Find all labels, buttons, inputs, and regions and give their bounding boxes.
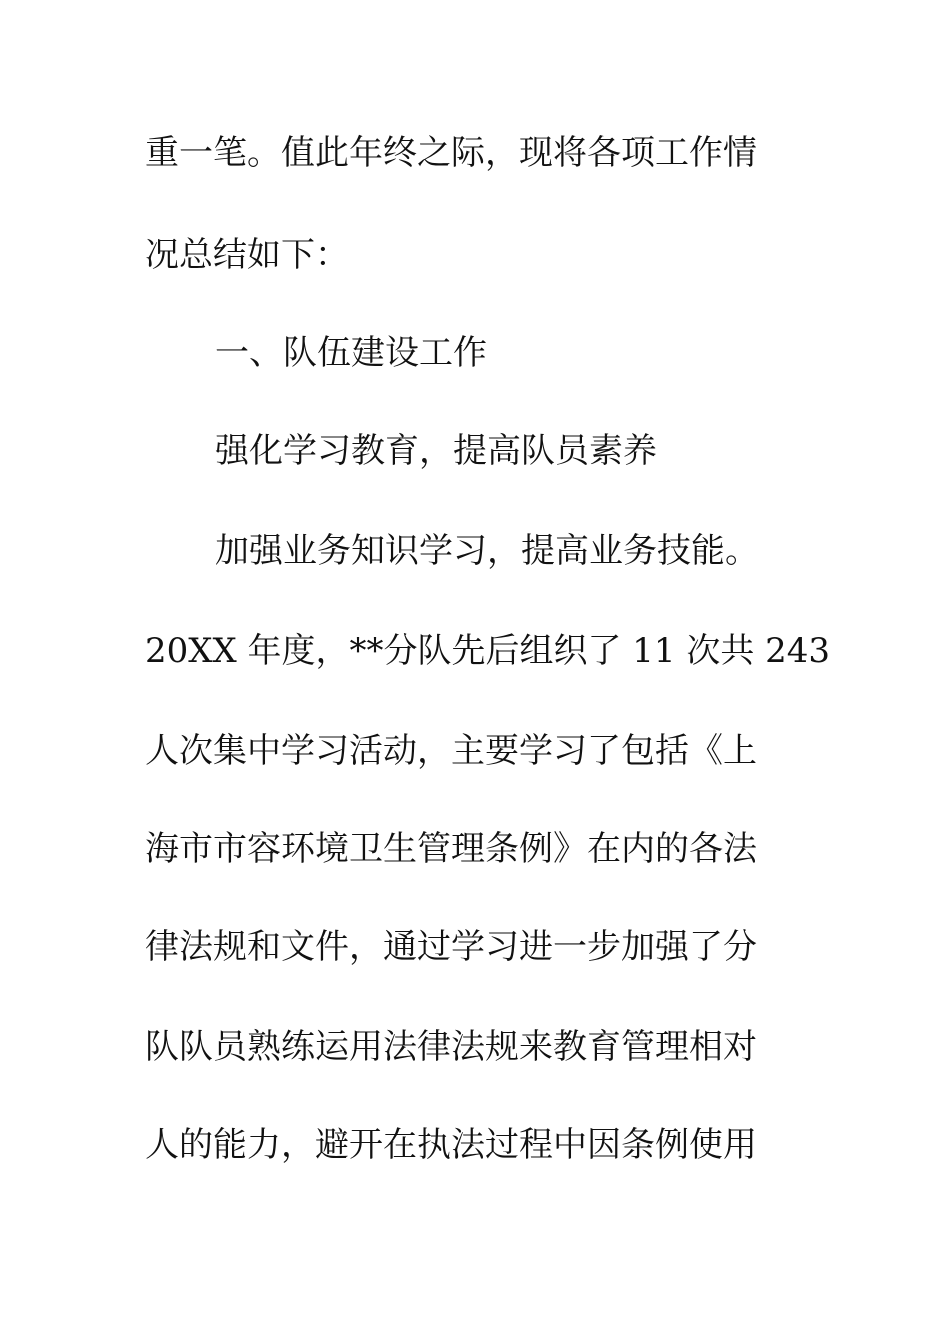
body-text-line: 人次集中学习活动，主要学习了包括《上 [145,731,757,771]
body-text-line: 况总结如下： [145,235,349,275]
body-text-line: 重一笔。值此年终之际，现将各项工作情 [145,133,757,173]
body-text-line: 律法规和文件，通过学习进一步加强了分 [145,927,757,967]
body-text-line: 人的能力，避开在执法过程中因条例使用 [145,1125,757,1165]
paragraph-first-line: 加强业务知识学习，提高业务技能。 [215,531,759,571]
section-heading: 一、队伍建设工作 [215,333,487,373]
body-text-line: 20XX 年度，**分队先后组织了 11 次共 243 [145,631,831,671]
subsection-heading: 强化学习教育，提高队员素养 [215,431,657,471]
body-text-line: 海市市容环境卫生管理条例》在内的各法 [145,829,757,869]
body-text-line: 队队员熟练运用法律法规来教育管理相对 [145,1027,757,1067]
